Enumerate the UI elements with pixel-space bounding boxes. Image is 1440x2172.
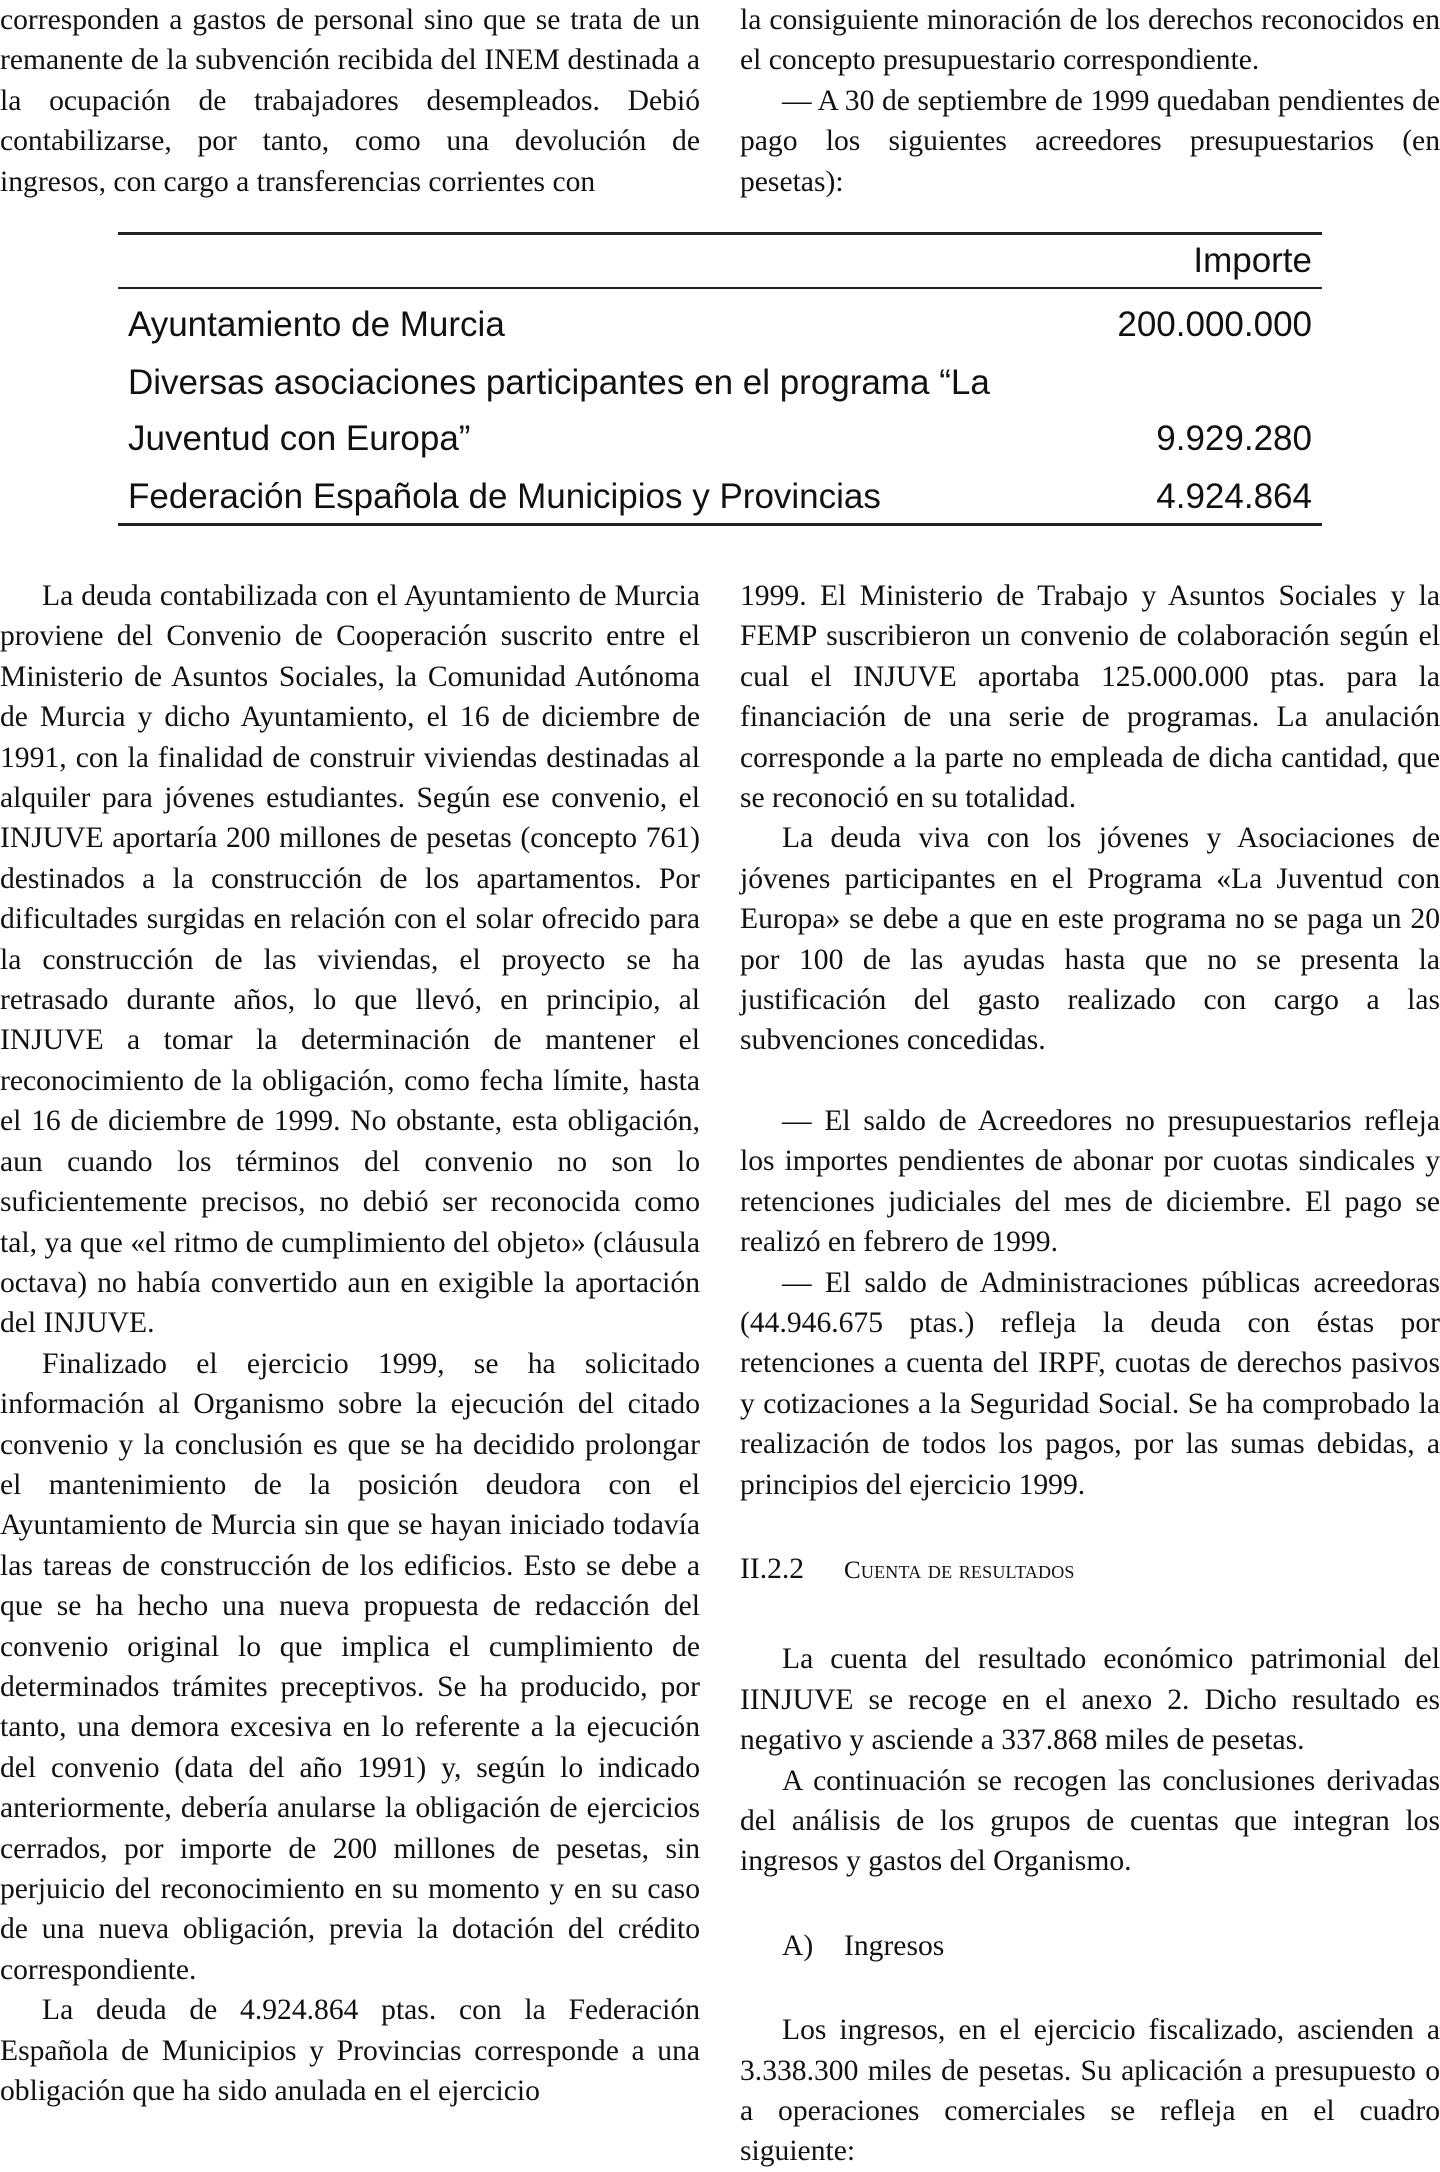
creditors-table xyxy=(118,232,1322,526)
paragraph: La cuenta del resultado económico patrimonial del IINJUVE se recoge en el anexo 2. Dicho resultado es negativo y asciende a 337.868 miles de pesetas. xyxy=(740,1643,1440,1757)
bottom-left-column xyxy=(0,576,700,2111)
bottom-right-column xyxy=(740,576,1440,2172)
paragraph: corresponden a gastos de personal sino que se trata de un remanente de la subvención recibida del INEM destinada a la ocupación de trabajadores desempleados. Debió contabilizarse, por tanto, como una devolución de ingresos, con cargo a transferencias corrientes con xyxy=(0,4,700,198)
table-row xyxy=(118,289,1322,345)
paragraph: la consiguiente minoración de los derechos reconocidos en el concepto presupuestario correspondiente. xyxy=(740,4,1440,77)
table-cell-desc: Federación Española de Municipios y Provincias xyxy=(128,477,881,516)
paragraph: — A 30 de septiembre de 1999 quedaban pendientes de pago los siguientes acreedores presupuestarios (en pesetas): xyxy=(740,84,1440,198)
table-cell-amount: 9.929.280 xyxy=(1156,419,1312,458)
paragraph: — El saldo de Administraciones públicas acreedoras (44.946.675 ptas.) refleja la deuda con éstas por retenciones a cuenta del IRPF, cuotas de derechos pasivos y cotizaciones a la Seguridad Social. Se ha comprobado la realización de todos los pagos, por las sumas debidas, a principios del ejercicio 1999. xyxy=(740,1266,1440,1501)
section-number: II.2.2 xyxy=(740,1552,805,1585)
table-row xyxy=(118,345,1322,403)
section-heading xyxy=(740,1549,1440,1591)
paragraph: A continuación se recogen las conclusiones derivadas del análisis de los grupos de cuentas que integran los ingresos y gastos del Organismo. xyxy=(740,1764,1440,1878)
table-bottom-rule xyxy=(118,523,1322,526)
section-title: Cuenta de resultados xyxy=(844,1556,1075,1584)
paragraph: 1999. El Ministerio de Trabajo y Asuntos Sociales y la FEMP suscribieron un convenio de colaboración según el cual el INJUVE aportaba 125.000.000 ptas. para la financiación de una serie de programas. La anulación corresponde a la parte no empleada de dicha cantidad, que se reconoció en su totalidad. xyxy=(740,580,1440,815)
paragraph: — El saldo de Acreedores no presupuestarios refleja los importes pendientes de abonar por cuotas sindicales y retenciones judiciales del mes de diciembre. El pago se realizó en febrero de 1999. xyxy=(740,1104,1440,1259)
subsection-title: Ingresos xyxy=(844,1929,945,1962)
top-right-column xyxy=(740,0,1440,202)
table-header-row xyxy=(118,235,1322,287)
table-cell-desc: Juventud con Europa” xyxy=(128,419,471,458)
subsection-letter: A) xyxy=(782,1929,814,1962)
paragraph: La deuda viva con los jóvenes y Asociaciones de jóvenes participantes en el Programa «La Juventud con Europa» se debe a que en este programa no se paga un 20 por 100 de las ayudas hasta que no se presenta la justificación del gasto realizado con cargo a las subvenciones concedidas. xyxy=(740,822,1440,1057)
table-cell-desc: Ayuntamiento de Murcia xyxy=(128,305,505,344)
top-left-column xyxy=(0,0,700,202)
table-cell-amount: 4.924.864 xyxy=(1156,477,1312,516)
table-cell-desc: Diversas asociaciones participantes en el programa “La xyxy=(128,363,990,402)
table-cell-amount: 200.000.000 xyxy=(1117,305,1312,344)
paragraph: La deuda contabilizada con el Ayuntamiento de Murcia proviene del Convenio de Cooperación suscrito entre el Ministerio de Asuntos Sociales, la Comunidad Autónoma de Murcia y dicho Ayuntamiento, el 16 de diciembre de 1991, con la finalidad de construir viviendas destinadas al alquiler para jóvenes estudiantes. Según ese convenio, el INJUVE aportaría 200 millones de pesetas (concepto 761) destinados a la construcción de los apartamentos. Por dificultades surgidas en relación con el solar ofrecido para la construcción de las viviendas, el proyecto se ha retrasado durante años, lo que llevó, en principio, al INJUVE a tomar la determinación de mantener el reconocimiento de la obligación, como fecha límite, hasta el 16 de diciembre de 1999. No obstante, esta obligación, aun cuando los términos del convenio no son lo suficientemente precisos, no debió ser reconocida como tal, ya que «el ritmo de cumplimiento del objeto» (cláusula octava) no había convertido aun en exigible la aportación del INJUVE. xyxy=(0,580,700,1340)
table-header-amount: Importe xyxy=(1193,241,1312,280)
subsection-heading xyxy=(782,1926,1440,1966)
paragraph: Los ingresos, en el ejercicio fiscalizado, ascienden a 3.338.300 miles de pesetas. Su aplicación a presupuesto o a operaciones comerciales se refleja en el cuadro siguiente: xyxy=(740,2014,1440,2168)
paragraph: La deuda de 4.924.864 ptas. con la Federación Española de Municipios y Provincias corresponde a una obligación que ha sido anulada en el ejercicio xyxy=(0,1994,700,2108)
paragraph: Finalizado el ejercicio 1999, se ha solicitado información al Organismo sobre la ejecución del citado convenio y la conclusión es que se ha decidido prolongar el mantenimiento de la posición deudora con el Ayuntamiento de Murcia sin que se hayan iniciado todavía las tareas de construcción de los edificios. Esto se debe a que se ha hecho una nueva propuesta de redacción del convenio original lo que implica el cumplimiento de determinados trámites preceptivos. Se ha producido, por tanto, una demora excesiva en lo referente a la ejecución del convenio (data del año 1991) y, según lo indicado anteriormente, debería anularse la obligación de ejercicios cerrados, por importe de 200 millones de pesetas, sin perjuicio del reconocimiento en su momento y en su caso de una nueva obligación, previa la dotación del crédito correspondiente. xyxy=(0,1347,700,1986)
table-row xyxy=(118,459,1322,523)
table-row xyxy=(118,403,1322,459)
